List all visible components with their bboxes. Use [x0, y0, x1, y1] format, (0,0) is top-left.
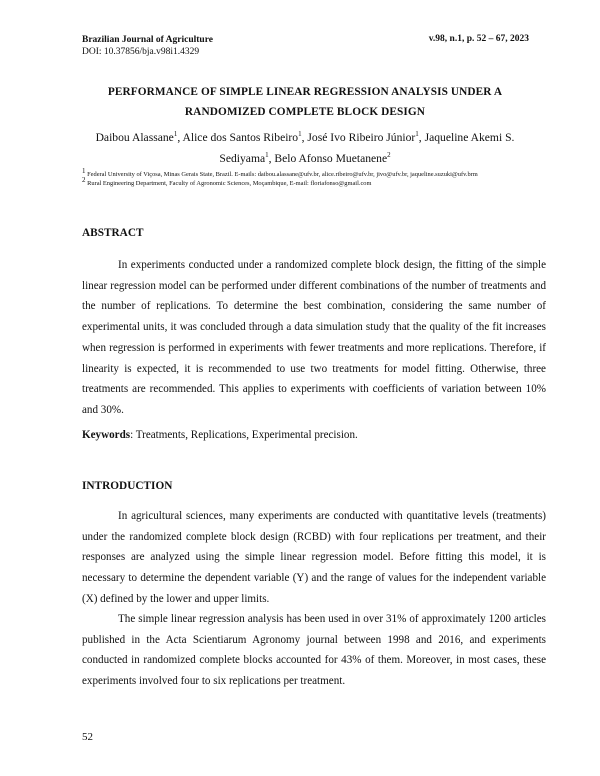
running-header — [82, 34, 213, 58]
page-number: 52 — [82, 731, 93, 743]
author-list — [90, 128, 520, 169]
affiliation-1: $^1$ Federal University of Viçosa, Minas Gerais State, Brazil. E-mails: daibou.alassane@ufv.br, alice.ribeiro@ufv.br, jivo@ufv.br, jaqueline.suzuki@ufv.brm — [82, 166, 478, 178]
keywords — [82, 429, 358, 441]
volume-info: v.98, n.1, p. 52 – 67, 2023 — [428, 34, 529, 44]
author: Jaqueline Akemi S. Sediyama$^1$, — [219, 131, 515, 165]
abstract-text: In experiments conducted under a randomized complete block design, the fitting of the simple linear regression model can be performed under different combinations of the number of treatments and the number of replications. To determine the best combination, considering the same number of experimental units, it was concluded through a data simulation study that the quality of the fit increases when regression is performed in experiments with fewer treatments and more replications. Therefore, if linearity is expected, it is recommended to use two treatments for model fitting. Otherwise, three treatments are recommended. This applies to experiments with coefficients of variation between 10% and 30%. — [82, 259, 546, 416]
author: Alice dos Santos Ribeiro$^1$, — [182, 130, 308, 144]
abstract-heading: ABSTRACT — [82, 227, 144, 239]
journal-name: Brazilian Journal of Agriculture — [82, 35, 213, 45]
author: José Ivo Ribeiro Júnior$^1$, — [307, 130, 425, 144]
title-line-1: PERFORMANCE OF SIMPLE LINEAR REGRESSION ANALYSIS UNDER A — [107, 86, 503, 98]
author: Daibou Alassane$^1$, — [95, 130, 183, 144]
doi[interactable]: DOI: 10.37856/bja.v98i1.4329 — [82, 47, 200, 57]
introduction-heading: INTRODUCTION — [82, 480, 173, 492]
title-line-2: RANDOMIZED COMPLETE BLOCK DESIGN — [184, 106, 426, 118]
introduction-paragraph-2: The simple linear regression analysis has been used in over 31% of approximately 1200 articles published in the Acta Scientiarum Agronomy journal between 1998 and 2016, and experiments conducted in randomized complete blocks accounted for 43% of them. Moreover, in most cases, these experiments involved four to six replications per treatment. — [82, 613, 546, 688]
paper-title — [82, 82, 528, 122]
introduction-paragraph-1: In agricultural sciences, many experiments are conducted with quantitative levels (treatments) under the randomized complete block design (RCBD) with four replications per treatment, and their responses are analyzed using the simple linear regression model. Before fitting this model, it is necessary to determine the dependent variable (Y) and the range of values for the independent variable (X) defined by the lower and upper limits. — [82, 510, 546, 605]
keywords-label: Keywords — [82, 429, 131, 441]
keywords-text: : Treatments, Replications, Experimental precision. — [130, 429, 358, 441]
affiliation-2: $^2$ Rural Engineering Department, Faculty of Agronomic Sciences, Moçambique, E-mail: floriafonso@gmail.com — [82, 176, 372, 188]
author: Belo Afonso Muetanene$^2$ — [274, 150, 391, 165]
affiliations — [82, 166, 528, 188]
